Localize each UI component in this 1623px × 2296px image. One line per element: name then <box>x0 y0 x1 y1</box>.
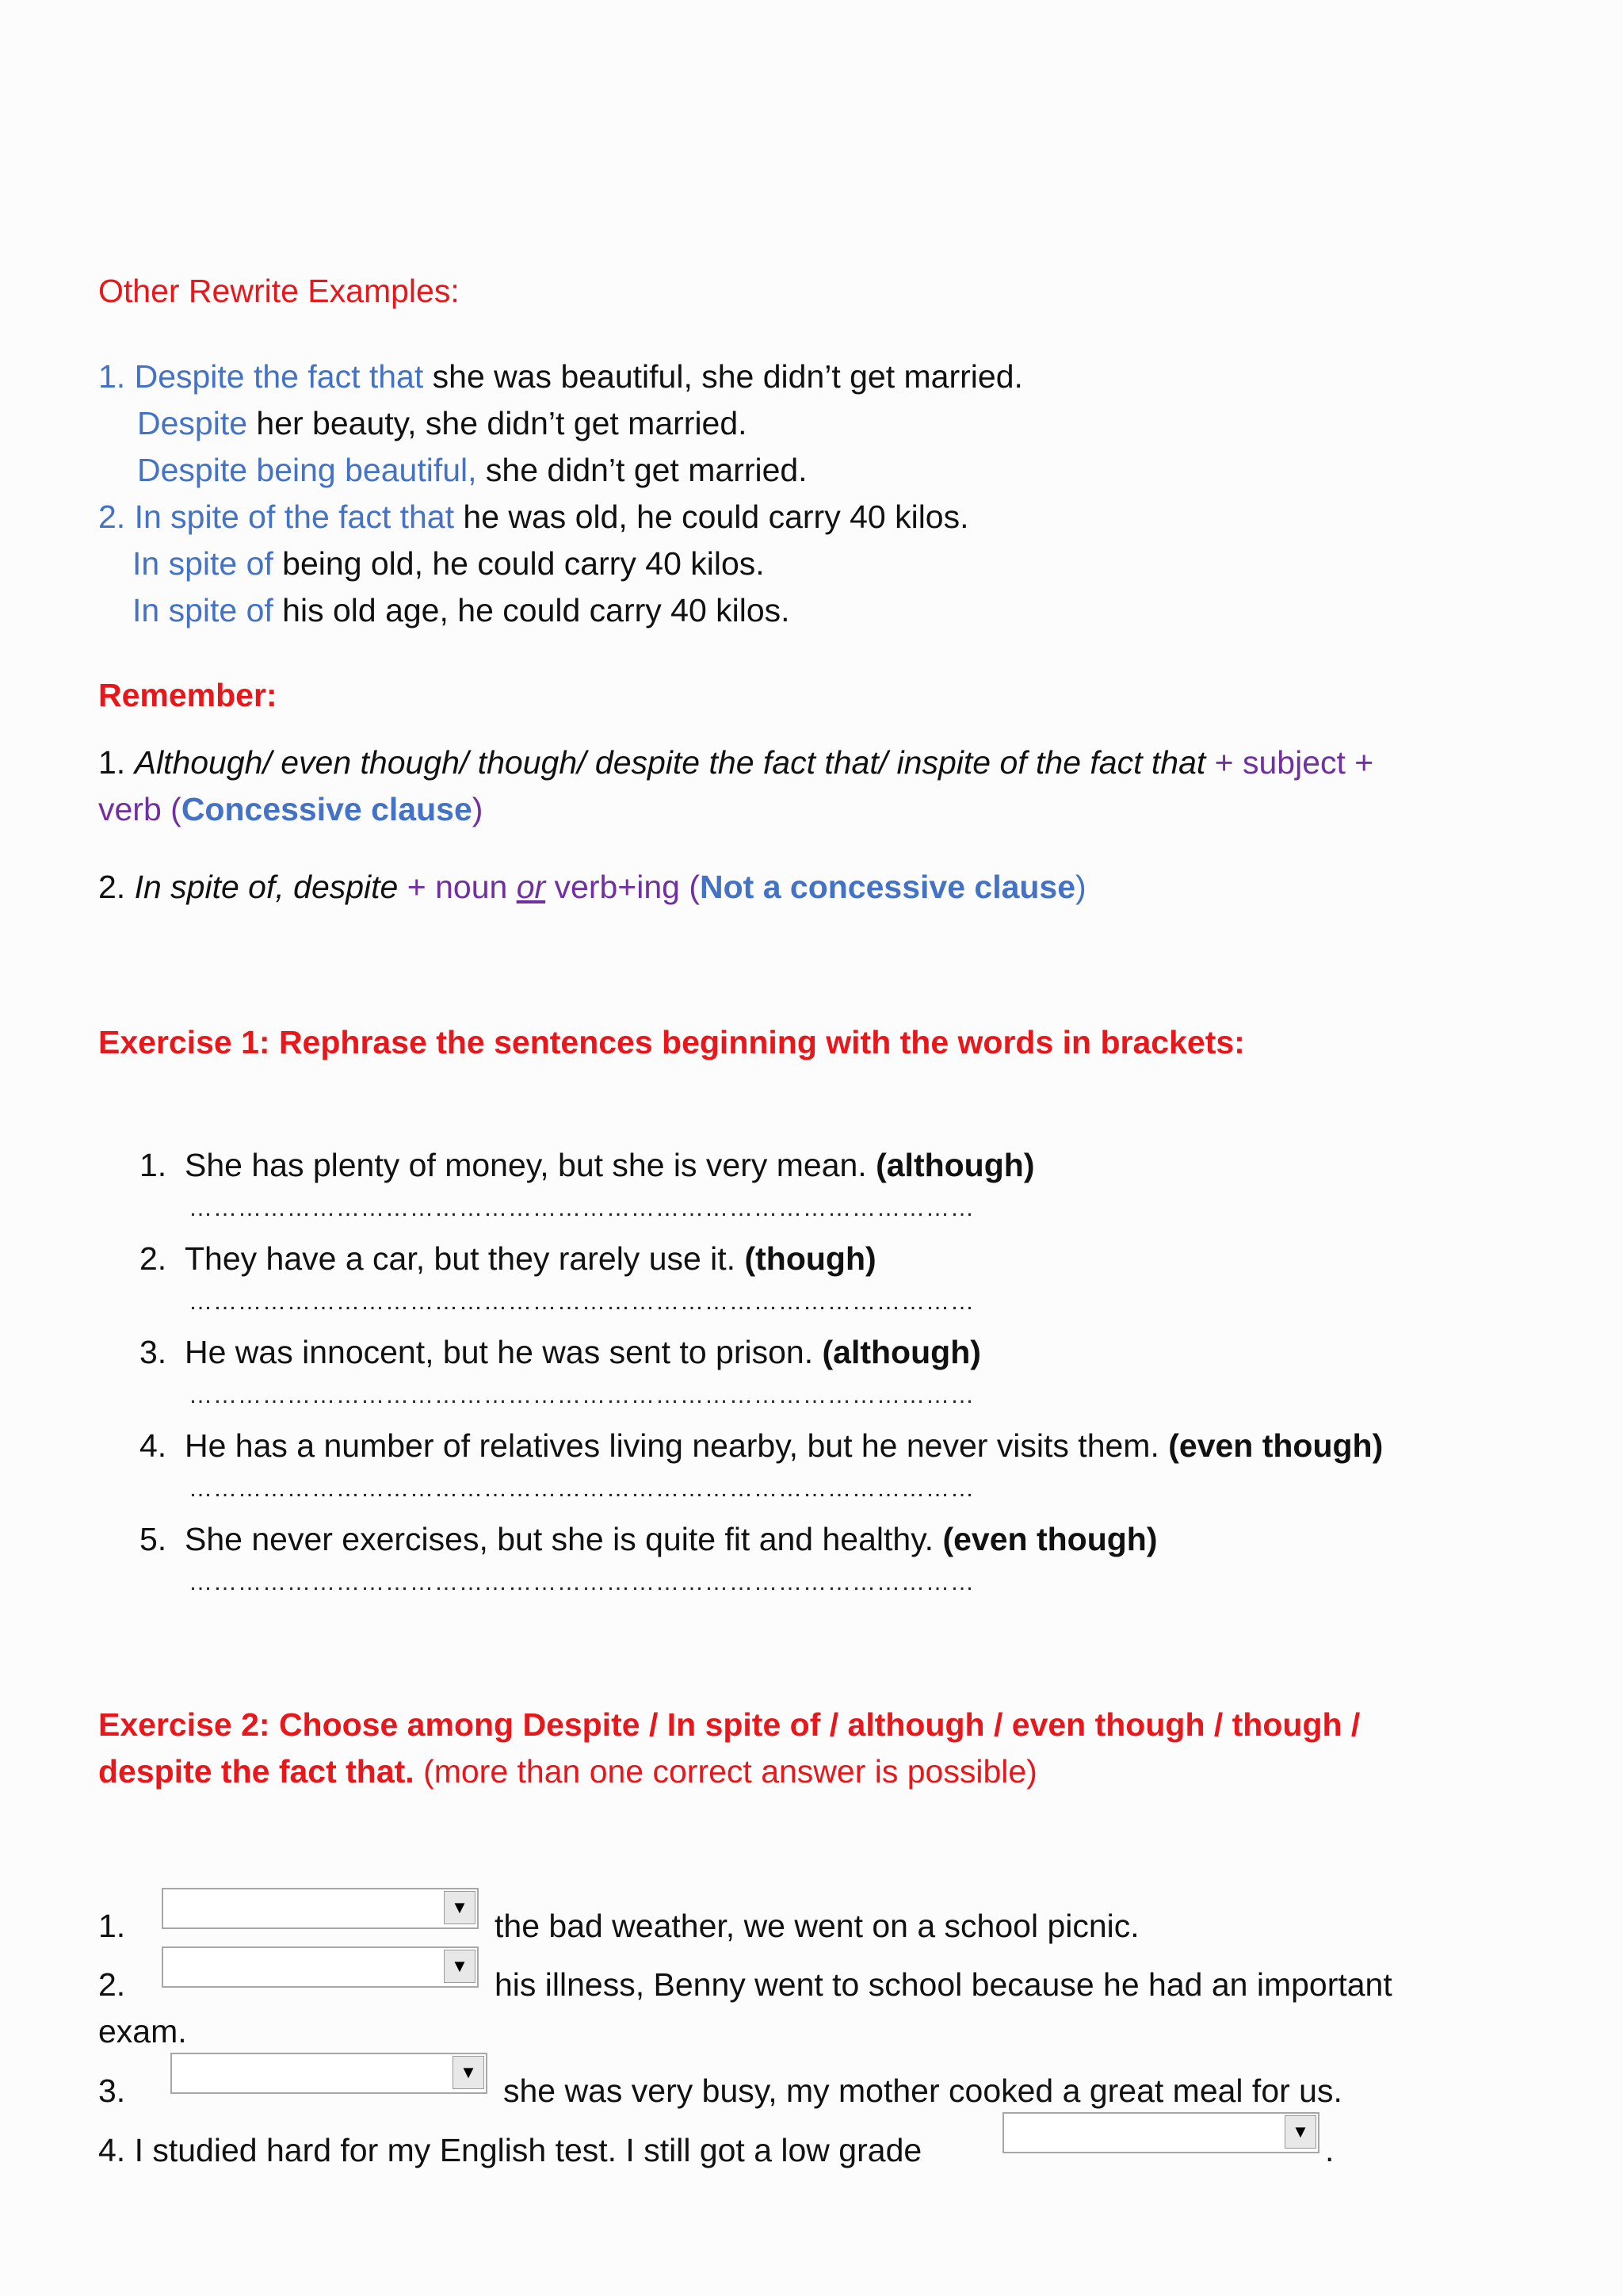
exercise2-item-4-text: 4. I studied hard for my English test. I still got a low grade <box>98 2132 922 2168</box>
rewrite-example-2c: In spite of his old age, he could carry 40 kilos. <box>132 592 790 628</box>
rewrite-example-2a: 2. In spite of the fact that he was old, he could carry 40 kilos. <box>98 499 969 535</box>
rewrite-example-2b: In spite of being old, he could carry 40 kilos. <box>132 545 765 582</box>
exercise1-answer-line-1[interactable]: …………………………………………………………………………………… <box>189 1195 975 1221</box>
exercise2-item-3-number: 3. <box>98 2073 126 2109</box>
exercise2-item-2-number: 2. <box>98 1966 126 2003</box>
exercise1-answer-line-5[interactable]: …………………………………………………………………………………… <box>189 1569 975 1595</box>
exercise2-dropdown-4[interactable] <box>1002 2112 1319 2153</box>
exercise2-item-1-number: 1. <box>98 1908 126 1944</box>
rewrite-example-1c: Despite being beautiful, she didn’t get married. <box>137 452 808 488</box>
chevron-down-icon[interactable]: ▼ <box>1285 2115 1316 2149</box>
exercise1-item-1: 1. She has plenty of money, but she is very mean. (although) <box>139 1147 1035 1183</box>
remember-heading: Remember: <box>98 677 277 713</box>
remember-rule-1-line2: verb (Concessive clause) <box>98 791 483 827</box>
remember-rule-1: 1. Although/ even though/ though/ despite the fact that/ inspite of the fact that + subject + <box>98 744 1374 781</box>
exercise1-answer-line-3[interactable]: …………………………………………………………………………………… <box>189 1382 975 1408</box>
chevron-down-icon[interactable]: ▼ <box>444 1891 475 1924</box>
exercise2-dropdown-1[interactable] <box>162 1888 479 1929</box>
exercise2-dropdown-2[interactable] <box>162 1946 479 1988</box>
exercise2-item-2-text: his illness, Benny went to school because he had an important <box>495 1966 1392 2003</box>
chevron-down-icon[interactable]: ▼ <box>444 1950 475 1983</box>
chevron-down-icon[interactable]: ▼ <box>453 2056 484 2089</box>
exercise2-heading-line2: despite the fact that. (more than one correct answer is possible) <box>98 1753 1037 1790</box>
exercise1-answer-line-2[interactable]: …………………………………………………………………………………… <box>189 1289 975 1315</box>
exercise1-item-3: 3. He was innocent, but he was sent to prison. (although) <box>139 1334 981 1370</box>
exercise1-item-5: 5. She never exercises, but she is quite fit and healthy. (even though) <box>139 1521 1158 1557</box>
rewrite-example-1b: Despite her beauty, she didn’t get married. <box>137 405 747 441</box>
exercise2-dropdown-3[interactable] <box>170 2053 487 2094</box>
exercise1-item-4: 4. He has a number of relatives living nearby, but he never visits them. (even though) <box>139 1427 1384 1464</box>
exercise2-item-3-text: she was very busy, my mother cooked a great meal for us. <box>503 2073 1342 2109</box>
exercise1-item-2: 2. They have a car, but they rarely use it. (though) <box>139 1240 876 1277</box>
exercise1-answer-line-4[interactable]: …………………………………………………………………………………… <box>189 1476 975 1502</box>
exercise2-item-2-text-cont: exam. <box>98 2013 187 2050</box>
rewrite-example-1a: 1. Despite the fact that she was beautiful, she didn’t get married. <box>98 358 1023 395</box>
exercise2-heading-line1: Exercise 2: Choose among Despite / In spite of / although / even though / though / <box>98 1706 1361 1743</box>
rewrite-heading: Other Rewrite Examples: <box>98 273 460 309</box>
exercise2-item-4-end: . <box>1325 2132 1335 2168</box>
remember-rule-2: 2. In spite of, despite + noun or verb+ing (Not a concessive clause) <box>98 869 1086 905</box>
exercise1-heading: Exercise 1: Rephrase the sentences beginning with the words in brackets: <box>98 1024 1245 1060</box>
exercise2-item-1-text: the bad weather, we went on a school picnic. <box>495 1908 1140 1944</box>
